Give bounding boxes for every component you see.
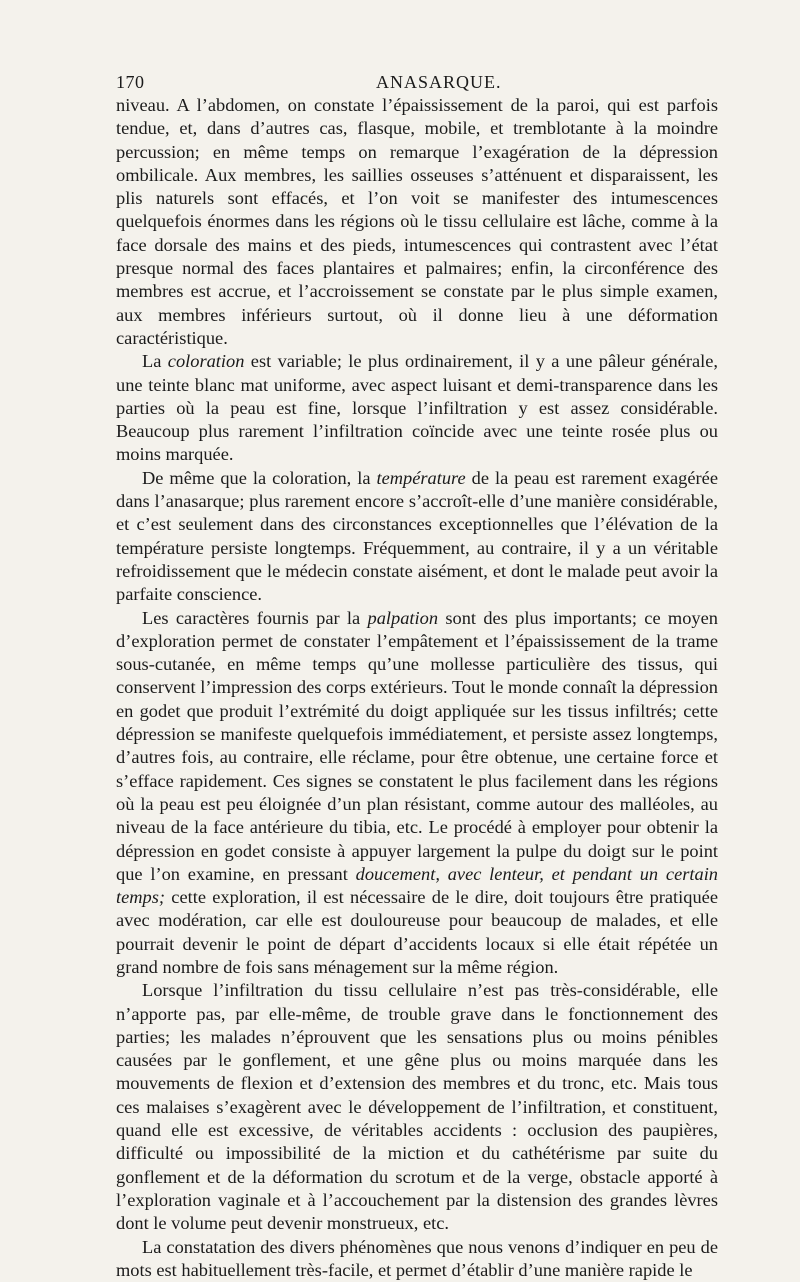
running-title: ANASARQUE. [376, 72, 502, 92]
text-segment: cette exploration, il est nécessaire de le dire, doit toujours être pratiquée avec modération, car elle est douloureuse pour beaucoup de malades, et elle pourrait devenir le point de départ d’accidents locaux si elle était répétée un grand nombre de fois sans ménagement sur la même région. [116, 887, 718, 977]
text-segment: de la peau est rarement exagérée dans l’anasarque; plus rarement encore s’accroît-elle d’une manière considérable, et c’est seulement dans des circonstances exceptionnelles que l’élévation de la température persiste longtemps. Fréquemment, au contraire, il y a un véritable refroidissement que le médecin constate aisément, et dont le malade peut avoir la parfaite conscience. [116, 467, 718, 605]
paragraph-coloration [116, 350, 718, 466]
paragraph-infiltration [116, 979, 718, 1235]
body-text [116, 94, 718, 1282]
text-segment: Lorsque l’infiltration du tissu cellulaire n’est pas très-considérable, elle n’apporte pas, par elle-même, de trouble grave dans le fonctionnement des parties; les malades n’éprouvent que les sensations plus ou moins pénibles causées par le gonflement, et une gêne plus ou moins marquée dans les mouvements de flexion et d’extension des membres et du tronc, etc. Mais tous ces malaises s’exagèrent avec le développement de l’infiltration, et constituent, quand elle est excessive, de véritables accidents : occlusion des paupières, difficulté ou impossibilité de la miction et du cathétérisme par suite du gonflement et de la déformation du scrotum et de la verge, obstacle apporté à l’exploration vaginale et à l’accouchement par la distension des grandes lèvres dont le volume peut devenir monstrueux, etc. [116, 980, 718, 1234]
text-segment: Les caractères fournis par la [142, 607, 368, 628]
text-segment: est variable; le plus ordinairement, il y a une pâleur générale, une teinte blanc mat uniforme, avec aspect luisant et demi-transparence dans les parties où la peau est fine, lorsque l’infiltration y est assez considérable. Beaucoup plus rarement l’infiltration coïncide avec une teinte rosée plus ou moins marquée. [116, 351, 718, 465]
paragraph-abdomen [116, 94, 718, 350]
paragraph-constatation [116, 1236, 718, 1282]
italic-term-coloration: coloration [167, 351, 245, 372]
text-segment: sont des plus importants; ce moyen d’exploration permet de constater l’empâtement et l’épaississement de la trame sous-cutanée, en même temps qu’une mollesse particulière des tissus, qui conservent l’impression des corps extérieurs. Tout le monde connaît la dépression en godet que produit l’extrémité du doigt appliquée sur les tissus infiltrés; cette dépression se manifeste quelquefois immédiatement, et persiste assez longtemps, d’autres fois, au contraire, elle réclame, pour être obtenue, une certaine force et s’efface rapidement. Ces signes se constatent le plus facilement dans les régions où la peau est peu éloignée d’un plan résistant, comme autour des malléoles, au niveau de la face antérieure du tibia, etc. Le procédé à employer pour obtenir la dépression en godet consiste à appuyer largement la pulpe du doigt sur le point que l’on examine, en pressant [116, 607, 718, 884]
italic-term-palpation: palpation [367, 607, 439, 628]
paragraph-palpation [116, 607, 718, 980]
italic-term-temperature: température [376, 467, 466, 488]
text-segment: niveau. A l’abdomen, on constate l’épaississement de la paroi, qui est parfois tendue, et, dans d’autres cas, flasque, mobile, et tremblotante à la moindre percussion; en même temps on remarque l’exagération de la dépression ombilicale. Aux membres, les saillies osseuses s’atténuent et disparaissent, les plis naturels sont effacés, et l’on voit se manifester des intumescences quelquefois énormes dans les régions où le tissu cellulaire est lâche, comme à la face dorsale des mains et des pieds, intumescences qui contrastent avec l’état presque normal des faces plantaires et palmaires; enfin, la circonférence des membres est accrue, et l’accroissement se constate par le plus simple examen, aux membres inférieurs surtout, où il donne lieu à une déformation caractéristique. [116, 95, 718, 348]
page-header [116, 68, 718, 94]
page-number: 170 [116, 72, 145, 92]
text-segment: La constatation des divers phénomènes que nous venons d’indiquer en peu de mots est habituellement très-facile, et permet d’établir d’une manière rapide le [116, 1236, 718, 1280]
text-segment: La [142, 351, 168, 372]
italic-phrase-pressure: doucement, avec lenteur, et pendant un certain temps; [116, 863, 718, 908]
paragraph-temperature [116, 467, 718, 607]
text-segment: De même que la coloration, la [142, 467, 377, 488]
